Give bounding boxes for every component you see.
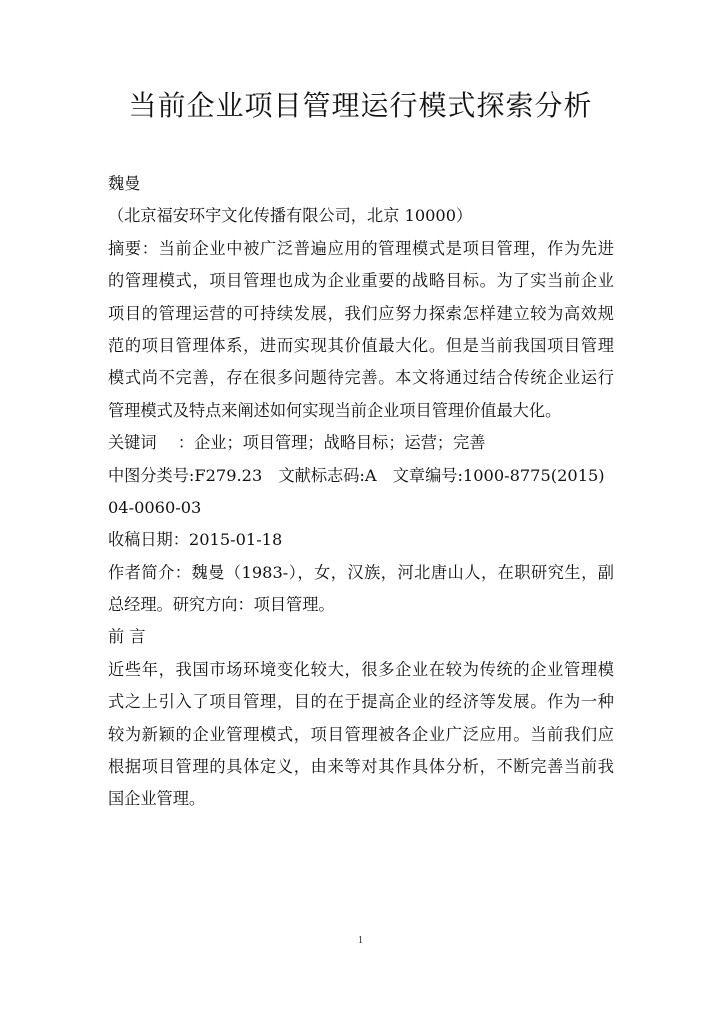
preface-line: 较为新颖的企业管理模式，项目管理被各企业广泛应用。当前我们应 <box>108 724 614 744</box>
classification-line: 04-0060-03 <box>108 497 202 517</box>
preface-line: 式之上引入了项目管理，目的在于提高企业的经济等发展。作为一种 <box>108 692 614 712</box>
abstract-line: 项目的管理运营的可持续发展，我们应努力探索怎样建立较为高效规 <box>108 303 614 323</box>
document-title: 当前企业项目管理运行模式探索分析 <box>128 89 593 122</box>
classification-line: 中图分类号:F279.23 文献标志码:A 文章编号:1000-8775(2015) <box>108 465 605 485</box>
preface-heading: 前 言 <box>108 627 146 647</box>
preface-line: 近些年，我国市场环境变化较大，很多企业在较为传统的企业管理模 <box>108 659 614 679</box>
received-date: 收稿日期：2015-01-18 <box>108 530 283 550</box>
page-number: 1 <box>358 935 363 946</box>
abstract-line: 范的项目管理体系，进而实现其价值最大化。但是当前我国项目管理 <box>108 335 614 355</box>
abstract <box>108 233 614 427</box>
preface-paragraph <box>108 654 614 816</box>
preface-line: 根据项目管理的具体定义，由来等对其作具体分析，不断完善当前我 <box>108 757 614 777</box>
abstract-line: 模式尚不完善，存在很多问题待完善。本文将通过结合传统企业运行 <box>108 368 614 388</box>
author-bio-line: 总经理。研究方向：项目管理。 <box>108 595 335 615</box>
classification-info <box>108 460 614 525</box>
author-bio <box>108 557 614 622</box>
document-body <box>108 168 614 816</box>
abstract-line: 管理模式及特点来阐述如何实现当前企业项目管理价值最大化。 <box>108 400 562 420</box>
author-bio-line: 作者简介：魏曼（1983-），女，汉族，河北唐山人，在职研究生，副 <box>108 562 614 582</box>
abstract-line: 摘要：当前企业中被广泛普遍应用的管理模式是项目管理，作为先进 <box>108 238 614 258</box>
abstract-line: 的管理模式，项目管理也成为企业重要的战略目标。为了实当前企业 <box>108 271 614 291</box>
author-affiliation: （北京福安环宇文化传播有限公司，北京 10000） <box>108 206 473 226</box>
keywords: 关键词 ：企业；项目管理；战略目标；运营；完善 <box>108 433 486 453</box>
author-name: 魏曼 <box>108 174 141 193</box>
preface-line: 国企业管理。 <box>108 789 206 809</box>
